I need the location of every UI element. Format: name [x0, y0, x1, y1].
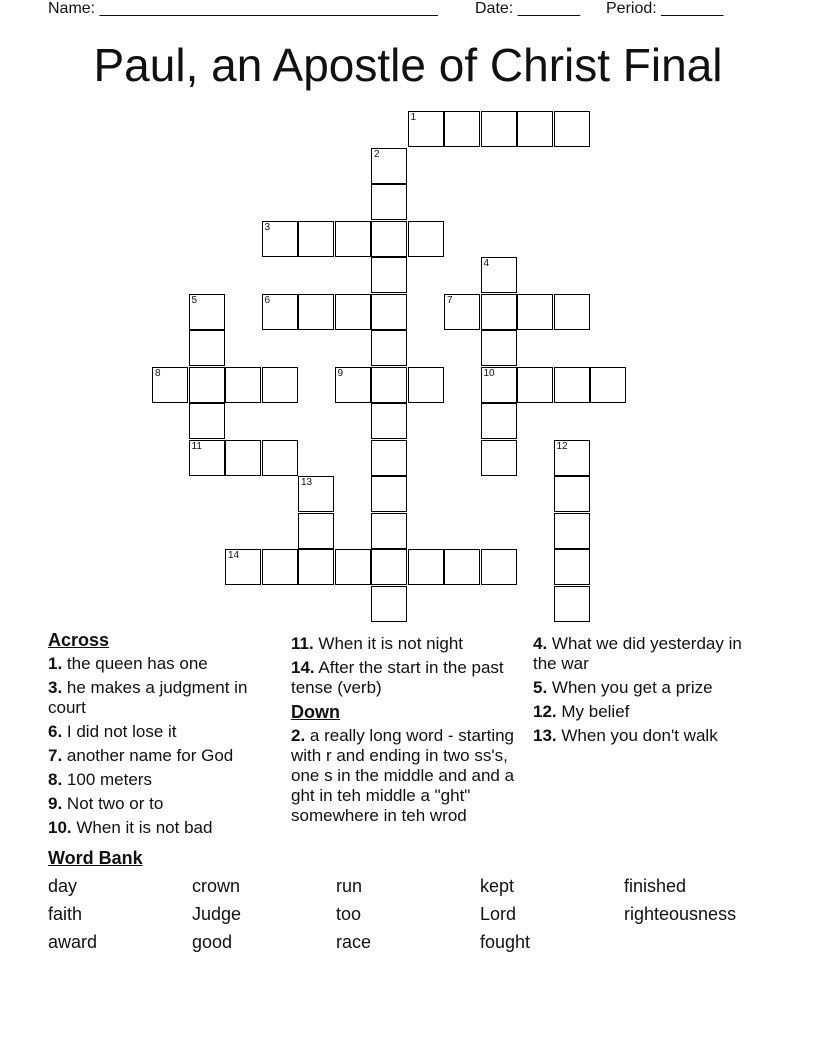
grid-cell[interactable]	[481, 403, 517, 439]
clue-number: 11.	[291, 634, 314, 653]
cell-number: 4	[483, 258, 490, 269]
word-bank-item: race	[336, 932, 372, 952]
word-bank-item: good	[192, 932, 233, 952]
clue	[533, 678, 768, 698]
clue	[48, 818, 273, 838]
clue-text: When it is not bad	[71, 818, 213, 837]
grid-cell[interactable]	[554, 513, 590, 549]
grid-cell[interactable]	[371, 513, 407, 549]
grid-cell[interactable]	[554, 367, 590, 403]
word-bank-item: faith	[48, 904, 83, 924]
grid-cell[interactable]	[298, 513, 334, 549]
grid-cell[interactable]	[225, 367, 261, 403]
clue-number: 1.	[48, 654, 63, 673]
cell-number: 5	[191, 294, 198, 306]
grid-cell[interactable]	[189, 294, 225, 330]
clue	[48, 746, 273, 766]
word-bank-item: run	[336, 876, 363, 896]
clue-text: When it is not night	[313, 634, 464, 653]
grid-cell[interactable]	[371, 257, 407, 293]
grid-cell[interactable]	[408, 111, 444, 147]
grid-cell[interactable]	[517, 111, 553, 147]
grid-cell[interactable]	[371, 294, 407, 330]
cell-number: 6	[264, 294, 271, 306]
clue-number: 9.	[48, 794, 63, 813]
clue-text: another name for God	[62, 746, 234, 765]
grid-cell[interactable]	[371, 367, 407, 403]
word-bank-item: kept	[480, 876, 515, 896]
clue-number: 13.	[533, 726, 557, 745]
cell-number: 3	[264, 221, 271, 233]
grid-cell[interactable]	[225, 549, 261, 585]
clue	[48, 794, 273, 814]
word-bank-item: day	[48, 876, 78, 896]
grid-cell[interactable]	[298, 476, 334, 512]
grid-cell[interactable]	[225, 440, 261, 476]
grid-cell[interactable]	[408, 221, 444, 257]
grid-cell[interactable]	[444, 111, 480, 147]
clue	[533, 634, 768, 674]
word-bank-item: award	[48, 932, 98, 952]
clue-text: Not two or to	[62, 794, 164, 813]
grid-cell[interactable]	[371, 184, 407, 220]
cell-number: 8	[155, 367, 161, 379]
grid-cell[interactable]	[189, 403, 225, 439]
grid-cell[interactable]	[371, 330, 407, 366]
clue	[533, 726, 768, 746]
grid-cell[interactable]	[262, 549, 298, 585]
grid-cell[interactable]	[335, 367, 371, 403]
clue-number: 4.	[533, 634, 548, 653]
cell-number: 11	[191, 440, 202, 452]
clue-text: 100 meters	[62, 770, 152, 789]
word-bank-item: too	[336, 904, 362, 924]
date-field[interactable]: Date: _______	[475, 0, 580, 17]
clue	[291, 658, 516, 698]
clue-number: 2.	[291, 726, 306, 745]
grid-cell[interactable]	[262, 367, 298, 403]
clue-text: What we did yesterday in the war	[533, 634, 742, 673]
grid-cell[interactable]	[371, 221, 407, 257]
grid-cell[interactable]	[444, 549, 480, 585]
cell-number: 13	[301, 477, 313, 488]
grid-cell[interactable]	[262, 294, 298, 330]
grid-cell[interactable]	[371, 549, 407, 585]
clue-column-3	[533, 630, 768, 746]
cell-number: 14	[228, 550, 240, 561]
grid-cell[interactable]	[371, 476, 407, 512]
grid-cell[interactable]	[554, 586, 590, 622]
word-bank-item: crown	[192, 876, 241, 896]
clue-text: After the start in the past tense (verb)	[291, 658, 504, 697]
grid-cell[interactable]	[517, 294, 553, 330]
cell-number: 2	[374, 148, 380, 160]
grid-cell[interactable]	[444, 294, 480, 330]
grid-cell[interactable]	[371, 148, 407, 184]
grid-cell[interactable]	[554, 549, 590, 585]
grid-cell[interactable]	[481, 549, 517, 585]
grid-cell[interactable]	[481, 257, 517, 293]
cell-number: 7	[447, 294, 453, 306]
clue-text: My belief	[556, 702, 630, 721]
cell-number: 1	[410, 112, 417, 123]
grid-cell[interactable]	[262, 440, 298, 476]
grid-cell[interactable]	[189, 330, 225, 366]
clue-column-2	[291, 630, 516, 826]
grid-cell[interactable]	[517, 367, 553, 403]
grid-cell[interactable]	[371, 440, 407, 476]
grid-cell[interactable]	[481, 294, 517, 330]
clue	[48, 722, 273, 742]
grid-cell[interactable]	[481, 111, 517, 147]
grid-cell[interactable]	[481, 367, 517, 403]
grid-cell[interactable]	[335, 221, 371, 257]
clue-number: 12.	[533, 702, 557, 721]
clue-number: 6.	[48, 722, 63, 741]
grid-cell[interactable]	[298, 549, 334, 585]
grid-cell[interactable]	[408, 367, 444, 403]
word-bank-item: fought	[480, 932, 531, 952]
grid-cell[interactable]	[189, 367, 225, 403]
word-bank-item: righteousness	[624, 904, 737, 924]
clue	[48, 770, 273, 790]
grid-cell[interactable]	[590, 367, 626, 403]
grid-cell[interactable]	[554, 294, 590, 330]
page-title: Paul, an Apostle of Christ Final	[93, 39, 723, 91]
grid-cell[interactable]	[371, 403, 407, 439]
grid-cell[interactable]	[152, 367, 188, 403]
clue-number: 3.	[48, 678, 63, 697]
name-field[interactable]: Name: ______________________________________	[48, 0, 438, 17]
grid-cell[interactable]	[262, 221, 298, 257]
clue	[48, 654, 273, 674]
clue	[291, 634, 516, 654]
cell-number: 9	[337, 367, 344, 379]
clue-text: I did not lose it	[62, 722, 177, 741]
grid-cell[interactable]	[371, 586, 407, 622]
word-bank-item: Lord	[480, 904, 517, 924]
down-heading: Down	[291, 702, 340, 722]
word-bank-item: Judge	[192, 904, 242, 924]
grid-cell[interactable]	[481, 440, 517, 476]
grid-cell[interactable]	[335, 549, 371, 585]
clue-number: 7.	[48, 746, 63, 765]
grid-cell[interactable]	[298, 294, 334, 330]
clue	[291, 726, 516, 826]
grid-cell[interactable]	[335, 294, 371, 330]
clue-number: 8.	[48, 770, 63, 789]
grid-cell[interactable]	[408, 549, 444, 585]
clue	[48, 678, 273, 718]
grid-cell[interactable]	[554, 111, 590, 147]
across-clues	[48, 630, 273, 838]
clue-text: a really long word - starting with r and ending in two ss's, one s in the middle and and a ght in teh middle a "ght" somewhere in teh wrod	[291, 726, 515, 825]
clue-number: 10.	[48, 818, 72, 837]
clue-number: 5.	[533, 678, 548, 697]
word-bank-item: finished	[624, 876, 687, 896]
grid-cell[interactable]	[554, 440, 590, 476]
clue-text: he makes a judgment in court	[48, 678, 248, 717]
grid-cell[interactable]	[189, 440, 225, 476]
grid-cell[interactable]	[554, 476, 590, 512]
clue-text: When you get a prize	[547, 678, 713, 697]
across-heading: Across	[48, 630, 110, 650]
grid-cell[interactable]	[298, 221, 334, 257]
clue-number: 14.	[291, 658, 315, 677]
period-field[interactable]: Period: _______	[606, 0, 724, 17]
clue-text: When you don't walk	[556, 726, 718, 745]
cell-number: 10	[483, 367, 495, 379]
cell-number: 12	[556, 440, 568, 452]
clue	[533, 702, 768, 722]
grid-cell[interactable]	[481, 330, 517, 366]
word-bank-heading: Word Bank	[48, 848, 143, 868]
clue-text: the queen has one	[62, 654, 208, 673]
